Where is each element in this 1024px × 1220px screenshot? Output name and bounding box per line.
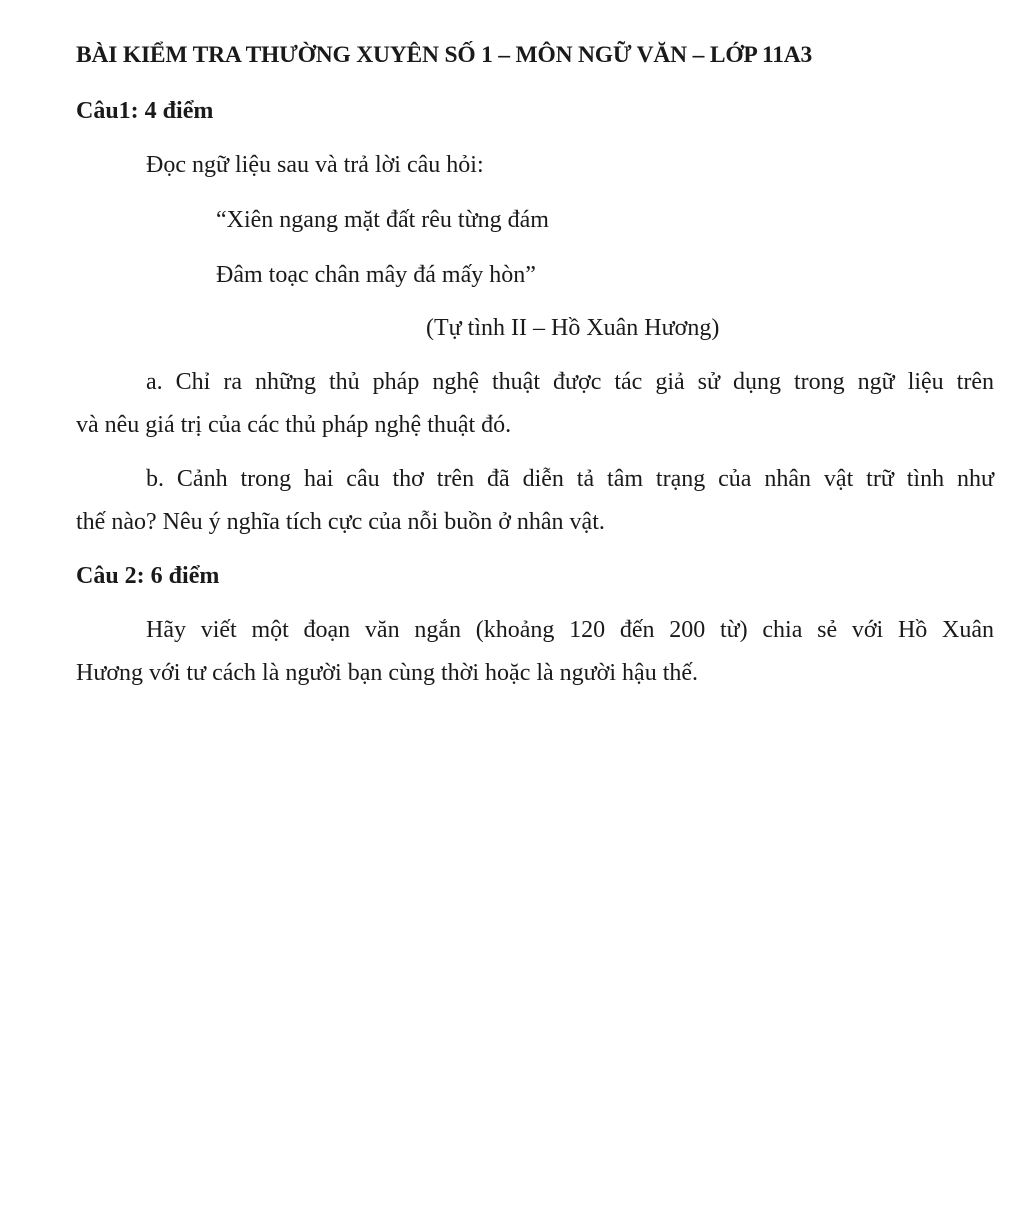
part-b-line-1: b. Cảnh trong hai câu thơ trên đã diễn tả tâm trạng của nhân vật trữ tình như — [146, 466, 994, 492]
question-2-heading: Câu 2: 6 điểm — [76, 563, 220, 589]
document-title: BÀI KIỂM TRA THƯỜNG XUYÊN SỐ 1 – MÔN NGỮ VĂN – LỚP 11A3 — [76, 42, 813, 68]
part-a-line-1: a. Chỉ ra những thủ pháp nghệ thuật được tác giả sử dụng trong ngữ liệu trên — [146, 369, 994, 395]
question-2-prompt-line-2: Hương với tư cách là người bạn cùng thời hoặc là người hậu thế. — [76, 660, 699, 686]
question-1-instruction: Đọc ngữ liệu sau và trả lời câu hỏi: — [146, 152, 484, 178]
part-a-line-2: và nêu giá trị của các thủ pháp nghệ thuật đó. — [76, 412, 512, 438]
poem-line-1: “Xiên ngang mặt đất rêu từng đám — [216, 207, 549, 233]
poem-source: (Tự tình II – Hồ Xuân Hương) — [426, 315, 720, 341]
part-b-line-2: thế nào? Nêu ý nghĩa tích cực của nỗi buồn ở nhân vật. — [76, 509, 605, 535]
poem-line-2: Đâm toạc chân mây đá mấy hòn” — [216, 262, 536, 288]
question-1-heading: Câu1: 4 điểm — [76, 98, 214, 124]
question-2-prompt-line-1: Hãy viết một đoạn văn ngắn (khoảng 120 đến 200 từ) chia sẻ với Hồ Xuân — [146, 617, 994, 643]
